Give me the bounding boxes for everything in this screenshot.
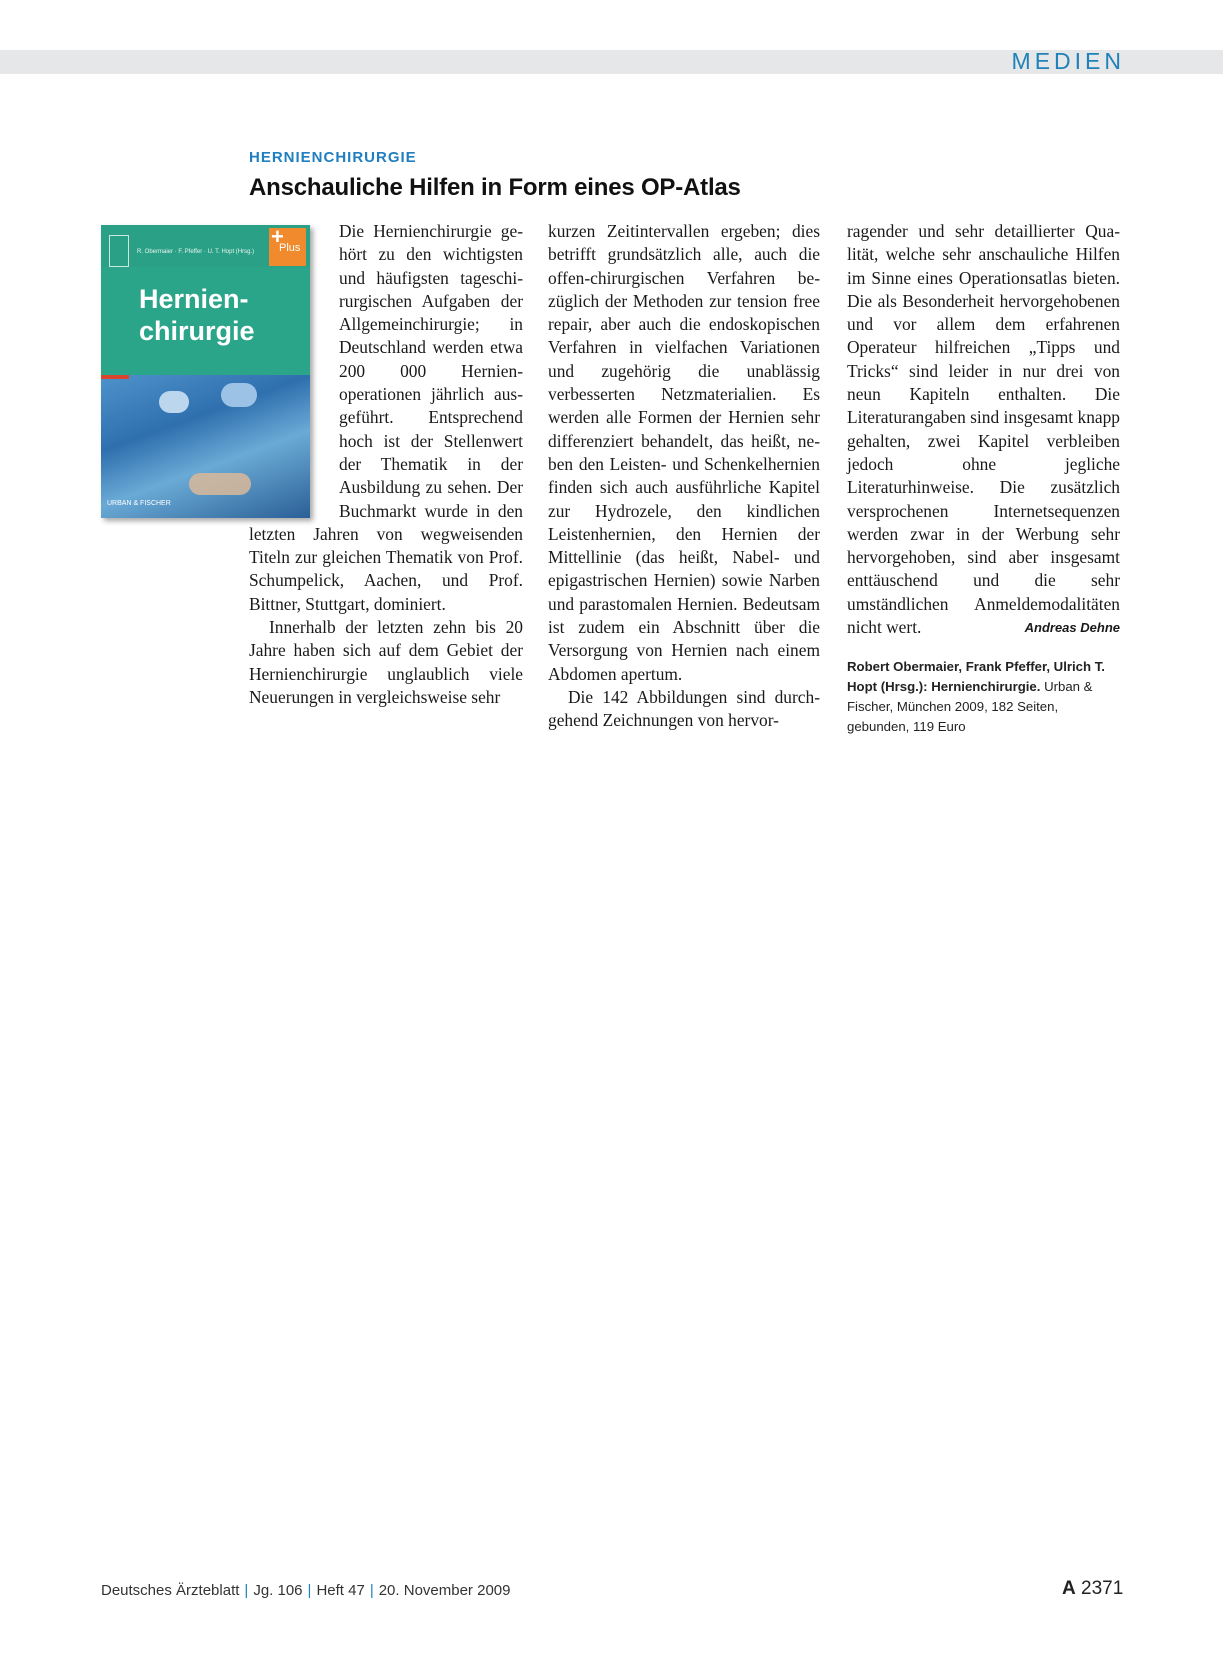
cover-title-line2: chirurgie xyxy=(139,316,255,346)
page-prefix: A xyxy=(1062,1578,1076,1599)
article-headline: Anschauliche Hilfen in Form eines OP-Atlas xyxy=(249,174,741,201)
footer-separator: | xyxy=(307,1582,312,1599)
article-paragraph: Die 142 Abbildungen sind durchgehend Zeichnungen von hervor- xyxy=(548,686,820,731)
article-column-1 xyxy=(249,220,523,709)
section-label: MEDIEN xyxy=(1011,48,1125,74)
article-column-3 xyxy=(847,220,1120,639)
cover-title xyxy=(139,283,255,347)
page-number xyxy=(1062,1578,1123,1600)
plus-badge-label: Plus xyxy=(279,242,301,254)
cover-title-line1: Hernien- xyxy=(139,284,249,314)
page-number-value: 2371 xyxy=(1081,1578,1124,1599)
article-paragraph: kurzen Zeitintervallen ergeben; dies betrifft grundsätzlich alle, auch die offen-chirurgischen Verfahren bezüglich der Methoden zur tension free repair, aber auch die endoskopischen Verfahren in vielfachen Variationen und zugehörig die unablässig verbesserten Netzmaterialien. Es werden alle Formen der Hernien sehr differenziert behandelt, das heißt, neben den Leisten- und Schenkelhernien finden sich auch ausführliche Kapitel zur Hydrozele, den kindlichen Leistenhernien, den Hernien der Mittellinie (das heißt, Nabel- und epigastrischen Hernien) sowie Narben und parastomalen Hernien. Bedeutsam ist zudem ein Abschnitt über die Versorgung von Hernien nach einem Abdomen apertum. xyxy=(548,221,820,684)
surgery-field-shape xyxy=(189,473,251,495)
author-signature: Andreas Dehne xyxy=(1024,620,1120,636)
plus-icon: + xyxy=(271,225,284,249)
cover-float-spacer xyxy=(249,220,339,516)
article-paragraph: Innerhalb der letzten zehn bis 20 Jahre haben sich auf dem Gebiet der Hernienchirurgie unglaublich viele Neuerungen in vergleichsweise sehr xyxy=(249,617,523,707)
book-info-details: Urban & Fischer, München 2009, 182 Seiten, gebunden, 119 Euro xyxy=(847,679,1093,734)
footer-date: 20. November 2009 xyxy=(378,1582,511,1599)
book-info xyxy=(847,657,1119,737)
publisher-logo-icon xyxy=(109,235,129,267)
footer-separator: | xyxy=(244,1582,249,1599)
book-info-title: Robert Obermaier, Frank Pfeffer, Ulrich T. Hopt (Hrsg.): Hernienchirurgie. xyxy=(847,659,1105,694)
article-paragraph-text: ragender und sehr detaillierter Qualität, welche sehr anschauliche Hilfen im Sinne eines Operationsatlas bieten. Die als Besonderheit hervorgehobenen und vor allem dem erfahrenen Operateur hilfreichen „Tipps und Tricks“ sind leider in nur drei von neun Kapiteln enthalten. Die Literaturangaben sind insgesamt knapp gehalten, zwei Kapitel verbleiben jedoch ohne jegliche Literaturhinweise. Die zusätzlich versprochenen Internetsequenzen werden zwar in der Werbung sehr hervorgehoben, sind aber insgesamt enttäuschend und die sehr umständlichen Anmeldemodalitäten nicht wert. xyxy=(847,221,1120,638)
cover-publisher: URBAN & FISCHER xyxy=(107,500,171,507)
footer-separator: | xyxy=(369,1582,374,1599)
article-paragraph xyxy=(847,220,1120,639)
cover-red-bar xyxy=(101,375,129,379)
article-kicker: HERNIENCHIRURGIE xyxy=(249,149,417,166)
footer-issue: Heft 47 xyxy=(316,1582,365,1599)
article-paragraph: Die Hernienchirurgie gehört zu den wichtigsten und häufigsten tageschirurgischen Aufgaben der Allgemeinchirurgie; in Deutschland werden etwa 200 000 Hernienoperationen jährlich ausgeführt. Entsprechend hoch ist der Stellenwert der Thematik in der Ausbildung zu sehen. Der Buchmarkt wurde in den letzten Jahren von wegweisenden Titeln zur gleichen Thematik von Prof. Schumpelick, Aachen, und Prof. Bittner, Stuttgart, dominiert. xyxy=(249,221,523,614)
surgeon-cap-shape xyxy=(159,391,189,413)
footer-journal: Deutsches Ärzteblatt xyxy=(101,1582,240,1599)
cover-authors: R. Obermaier · F. Pfeffer · U. T. Hopt (Hrsg.) xyxy=(137,249,255,255)
page-footer xyxy=(101,1582,510,1599)
footer-volume: Jg. 106 xyxy=(253,1582,303,1599)
article-column-2 xyxy=(548,220,820,733)
